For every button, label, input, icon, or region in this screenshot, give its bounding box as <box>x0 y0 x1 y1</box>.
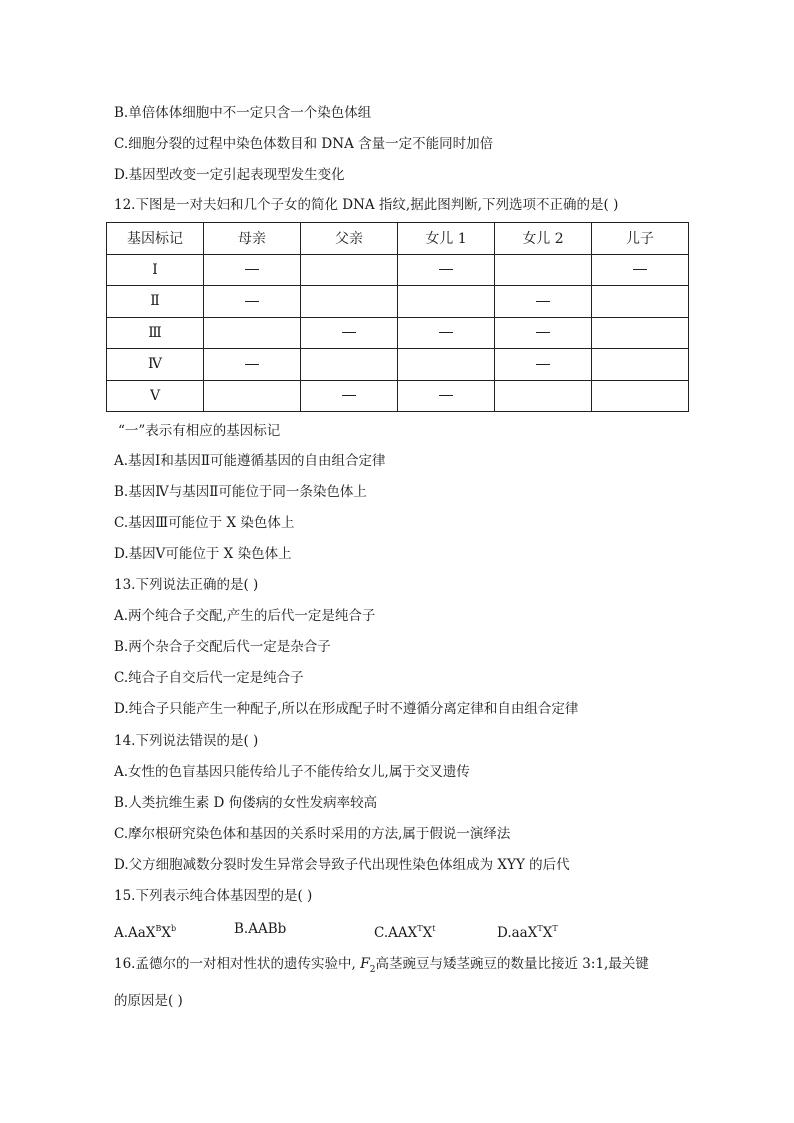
empty-cell <box>495 254 592 286</box>
option-11d: D.基因型改变一定引起表现型发生变化 <box>114 167 345 183</box>
empty-cell <box>495 380 592 412</box>
marker-dash <box>342 395 356 396</box>
option-12d: D.基因Ⅴ可能位于 X 染色体上 <box>114 546 292 562</box>
f2-symbol: $F_2$ <box>360 956 376 975</box>
marker-present-cell <box>495 286 592 318</box>
header-cell: 母亲 <box>204 223 301 255</box>
question-16: 16.孟德尔的一对相对性状的遗传实验中, $F_2$高茎豌豆与矮茎豌豆的数量比接近 3:1,最关键 <box>114 956 649 975</box>
question-16-cont: 的原因是( ) <box>114 993 183 1009</box>
question-12: 12.下图是一对夫妇和几个子女的简化 DNA 指纹,据此图判断,下列选项不正确的是( ) <box>114 197 619 213</box>
header-cell: 基因标记 <box>107 223 204 255</box>
empty-cell <box>592 380 689 412</box>
empty-cell <box>301 349 398 381</box>
marker-dash <box>439 332 453 333</box>
option-13a: A.两个纯合子交配,产生的后代一定是纯合子 <box>114 608 376 624</box>
marker-dash <box>439 269 453 270</box>
marker-present-cell <box>204 254 301 286</box>
marker-present-cell <box>495 317 592 349</box>
table-row <box>107 380 689 412</box>
marker-present-cell <box>204 286 301 318</box>
marker-dash <box>633 269 647 270</box>
marker-dash <box>536 364 550 365</box>
question-14: 14.下列说法错误的是( ) <box>114 733 259 749</box>
empty-cell <box>592 349 689 381</box>
option-14d: D.父方细胞减数分裂时发生异常会导致子代出现性染色体组成为 XYY 的后代 <box>114 857 570 873</box>
table-row <box>107 254 689 286</box>
empty-cell <box>301 254 398 286</box>
marker-present-cell <box>592 254 689 286</box>
marker-dash <box>439 395 453 396</box>
header-cell: 父亲 <box>301 223 398 255</box>
gene-marker-label: Ⅴ <box>107 380 204 412</box>
empty-cell <box>398 349 495 381</box>
gene-marker-label: Ⅳ <box>107 349 204 381</box>
gene-marker-label: Ⅲ <box>107 317 204 349</box>
header-cell: 儿子 <box>592 223 689 255</box>
table-row <box>107 317 689 349</box>
option-11c: C.细胞分裂的过程中染色体数目和 DNA 含量一定不能同时加倍 <box>114 136 494 152</box>
option-14a: A.女性的色盲基因只能传给儿子不能传给女儿,属于交叉遗传 <box>114 764 470 780</box>
marker-present-cell <box>495 349 592 381</box>
option-13b: B.两个杂合子交配后代一定是杂合子 <box>114 639 331 655</box>
marker-dash <box>245 364 259 365</box>
option-14c: C.摩尔根研究染色体和基因的关系时采用的方法,属于假说一演绎法 <box>114 826 511 842</box>
empty-cell <box>301 286 398 318</box>
option-14b: B.人类抗维生素 D 佝偻病的女性发病率较高 <box>114 795 378 811</box>
marker-dash <box>245 301 259 302</box>
table-row <box>107 286 689 318</box>
empty-cell <box>204 317 301 349</box>
marker-dash <box>536 332 550 333</box>
dna-fingerprint-table <box>106 222 689 412</box>
marker-present-cell <box>398 254 495 286</box>
table-row <box>107 349 689 381</box>
option-15a: $A.AaX^BX^b$ <box>114 924 177 941</box>
option-15b: B.AABb <box>234 921 287 937</box>
gene-marker-label: Ⅱ <box>107 286 204 318</box>
header-cell: 女儿 1 <box>398 223 495 255</box>
table-note: “一”表示有相应的基因标记 <box>118 423 281 439</box>
option-15c: $C.AAX^TX^t$ <box>374 924 436 941</box>
option-12c: C.基因Ⅲ可能位于 X 染色体上 <box>114 515 295 531</box>
empty-cell <box>204 380 301 412</box>
option-12b: B.基因Ⅳ与基因Ⅱ可能位于同一条染色体上 <box>114 484 367 500</box>
table-header-row <box>107 223 689 255</box>
option-15d: $D.aaX^TX^T$ <box>497 924 558 941</box>
empty-cell <box>592 286 689 318</box>
gene-marker-label: Ⅰ <box>107 254 204 286</box>
marker-dash <box>342 332 356 333</box>
question-15: 15.下列表示纯合体基因型的是( ) <box>114 888 313 904</box>
marker-present-cell <box>301 317 398 349</box>
marker-present-cell <box>301 380 398 412</box>
marker-present-cell <box>398 317 495 349</box>
marker-dash <box>536 301 550 302</box>
marker-present-cell <box>398 380 495 412</box>
option-13c: C.纯合子自交后代一定是纯合子 <box>114 670 304 686</box>
empty-cell <box>592 317 689 349</box>
option-11b: B.单倍体体细胞中不一定只含一个染色体组 <box>114 105 372 121</box>
marker-dash <box>245 269 259 270</box>
option-13d: D.纯合子只能产生一种配子,所以在形成配子时不遵循分离定律和自由组合定律 <box>114 701 579 717</box>
empty-cell <box>398 286 495 318</box>
marker-present-cell <box>204 349 301 381</box>
question-13: 13.下列说法正确的是( ) <box>114 577 259 593</box>
option-12a: A.基因Ⅰ和基因Ⅱ可能遵循基因的自由组合定律 <box>114 453 386 469</box>
header-cell: 女儿 2 <box>495 223 592 255</box>
